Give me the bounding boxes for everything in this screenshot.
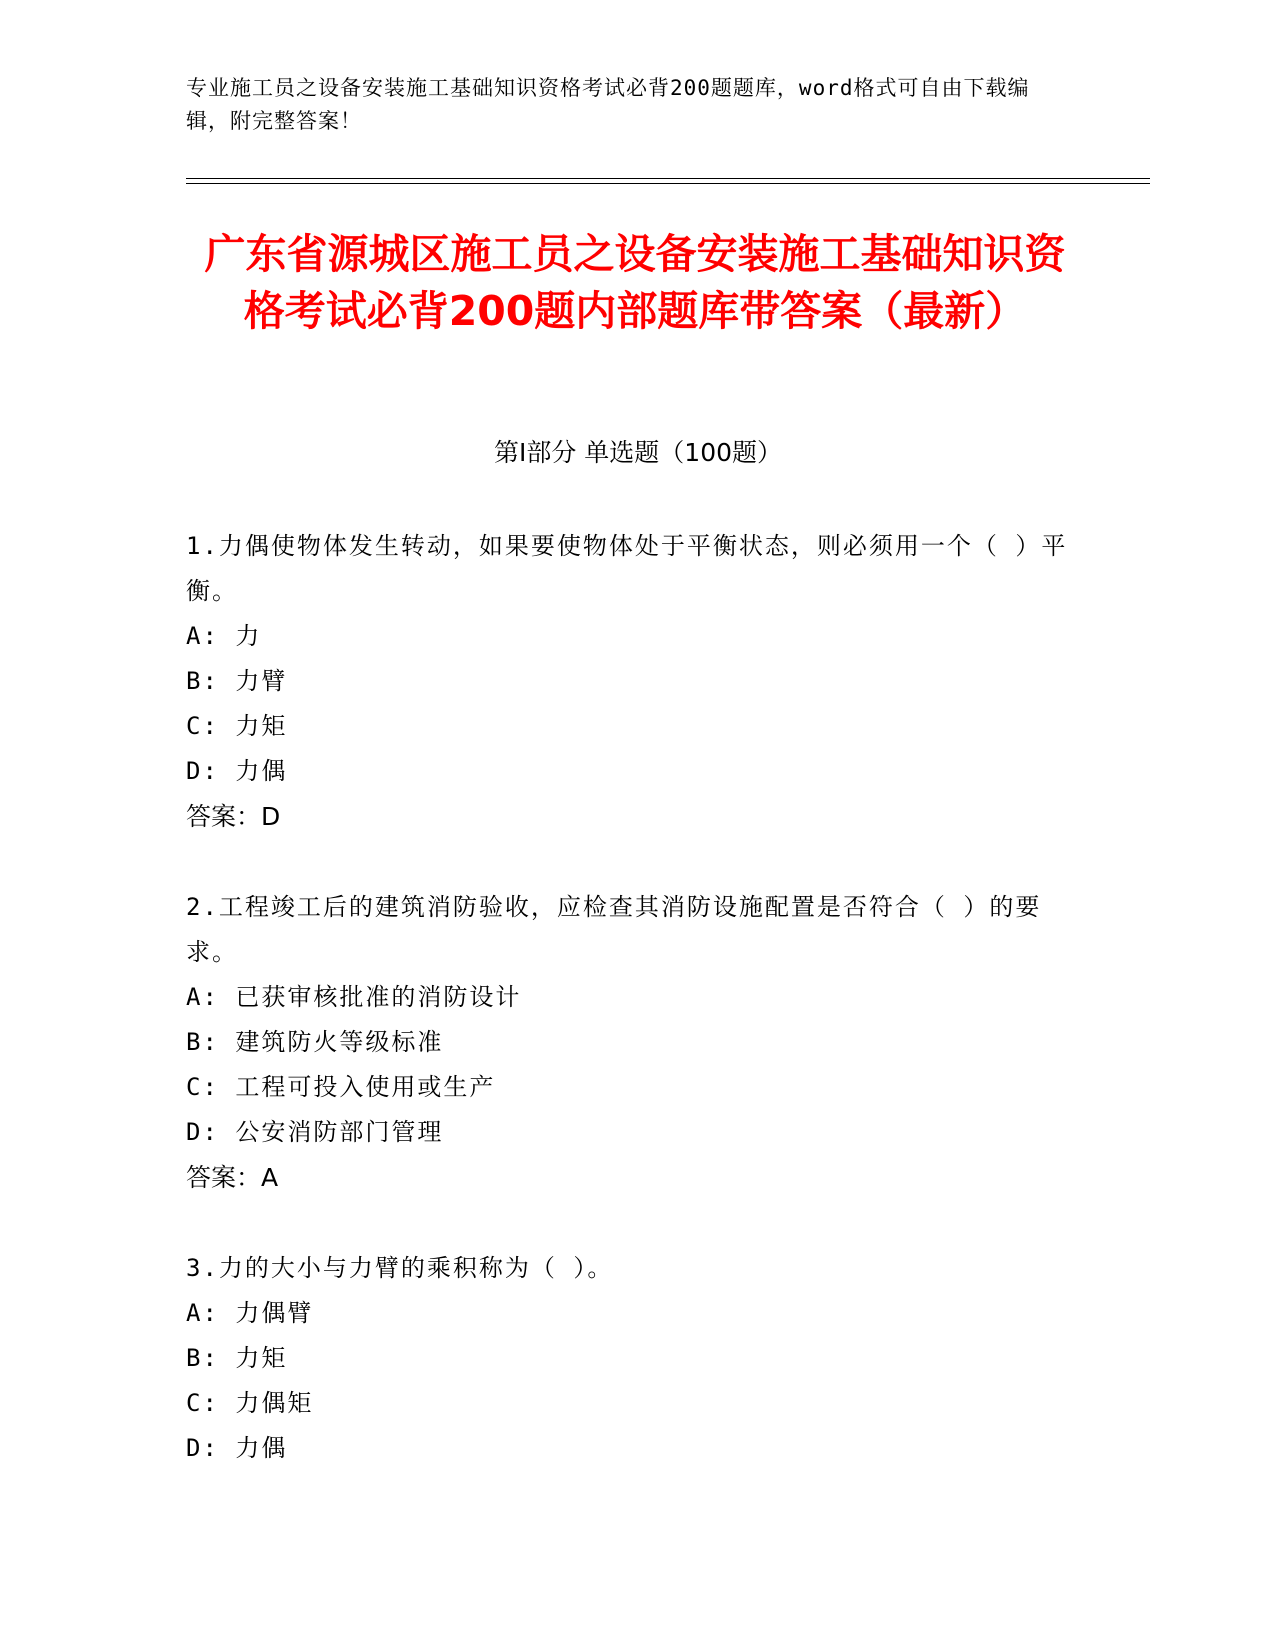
question-list (186, 524, 1076, 1517)
section-title: 第Ⅰ部分 单选题（100题） (493, 438, 783, 467)
question-stem: 1.力偶使物体发生转动，如果要使物体处于平衡状态，则必须用一个（ ）平衡。 (186, 532, 1068, 605)
header-rule-top (186, 178, 1150, 179)
answer: 答案：D (186, 802, 281, 831)
option-a: A: 力偶臂 (186, 1299, 314, 1327)
option-b: B: 力臂 (186, 667, 288, 695)
option-c: C: 工程可投入使用或生产 (186, 1073, 496, 1101)
option-d: D: 公安消防部门管理 (186, 1118, 444, 1146)
document-title: 广东省源城区施工员之设备安装施工基础知识资格考试必背200题内部题库带答案（最新） (204, 230, 1066, 335)
question-stem: 3.力的大小与力臂的乘积称为（ ）。 (186, 1254, 614, 1282)
question-2 (186, 885, 1076, 1200)
option-a: A: 已获审核批准的消防设计 (186, 983, 522, 1011)
question-1 (186, 524, 1076, 839)
option-c: C: 力矩 (186, 712, 288, 740)
option-d: D: 力偶 (186, 1434, 288, 1462)
header-note: 专业施工员之设备安装施工基础知识资格考试必背200题题库，word格式可自由下载编辑，附完整答案！ (186, 76, 1030, 133)
header-rule-bottom (186, 183, 1150, 184)
question-stem: 2.工程竣工后的建筑消防验收，应检查其消防设施配置是否符合（ ）的要求。 (186, 893, 1042, 966)
question-3 (186, 1246, 1076, 1471)
option-c: C: 力偶矩 (186, 1389, 314, 1417)
option-b: B: 建筑防火等级标准 (186, 1028, 444, 1056)
answer: 答案：A (186, 1163, 279, 1192)
option-a: A: 力 (186, 622, 262, 650)
option-d: D: 力偶 (186, 757, 288, 785)
option-b: B: 力矩 (186, 1344, 288, 1372)
